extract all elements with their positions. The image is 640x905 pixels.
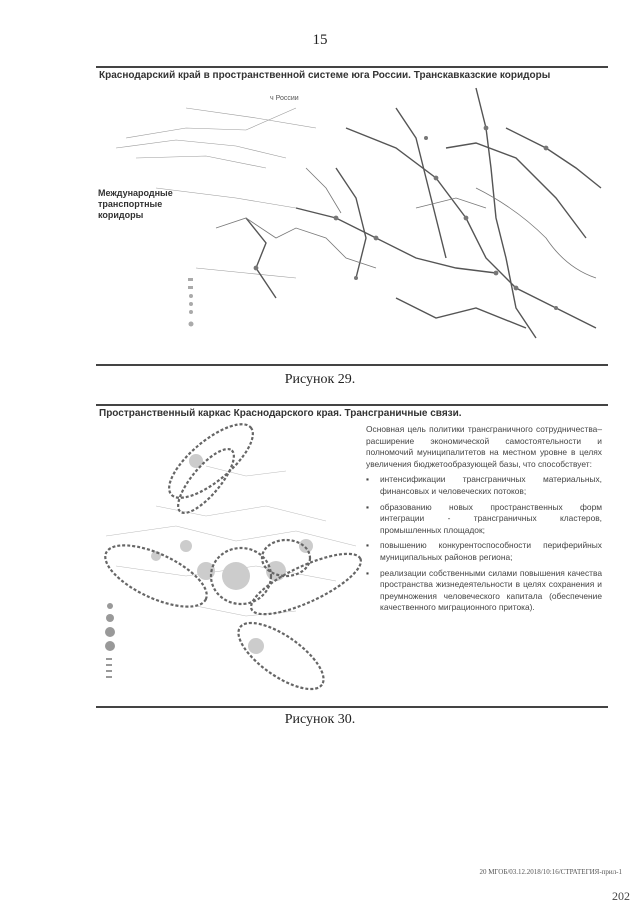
bullet-icon: ▪ (366, 501, 369, 512)
corridors-label-line: Международные (98, 188, 173, 198)
bullet-icon: ▪ (366, 474, 369, 485)
list-item (366, 502, 602, 537)
map-label: ч России (270, 95, 299, 102)
figure-29-title: Краснодарский край в пространственной системе юга России. Транскавказские коридоры (99, 70, 551, 81)
figure-30-text (366, 424, 602, 618)
figure-30-caption: Рисунок 30. (284, 712, 356, 727)
corridors-label (98, 188, 173, 221)
figure-30-frame (96, 404, 608, 708)
corridors-label-line: транспортные (98, 199, 163, 209)
transport-corridors-map (96, 68, 608, 364)
figure-30-title: Пространственный каркас Краснодарского края. Трансграничные связи. (99, 408, 462, 419)
corner-page-number: 202 (612, 889, 630, 903)
list-item-text: реализации собственными силами повышения качества пространства жизнедеятельности в целях сохранения и преумножения человеческого капитала (обеспечение качественного миграционного притока). (380, 567, 602, 613)
list-item (366, 568, 602, 614)
list-item-text: интенсификации трансграничных материальных, финансовых и человеческих потоков; (380, 474, 602, 496)
list-item-text: повышению конкурентоспособности периферийных муниципальных районов региона; (380, 540, 602, 562)
figure-30-bullets (366, 474, 602, 614)
figure-29-caption: Рисунок 29. (284, 372, 356, 387)
list-item (366, 540, 602, 563)
page-number: 15 (312, 32, 328, 48)
figure-30-intro: Основная цель политики трансграничного сотрудничества–расширение экономической самостоятельности и полномочий муниципалитетов на местном уровне в целях увеличения бюджетообразующей базы, что способствует: (366, 424, 602, 469)
corridors-label-line: коридоры (98, 210, 144, 220)
list-item (366, 474, 602, 497)
bullet-icon: ▪ (366, 567, 369, 578)
bullet-icon: ▪ (366, 540, 369, 551)
cross-border-map (96, 406, 364, 706)
list-item-text: образованию новых пространственных форм интеграции - трансграничных кластеров, промышленных площадок; (380, 501, 602, 535)
footer-code: 20 МГОБ/03.12.2018/10:16/СТРАТЕГИЯ-прил-1 (479, 868, 622, 876)
figure-29-frame (96, 66, 608, 366)
